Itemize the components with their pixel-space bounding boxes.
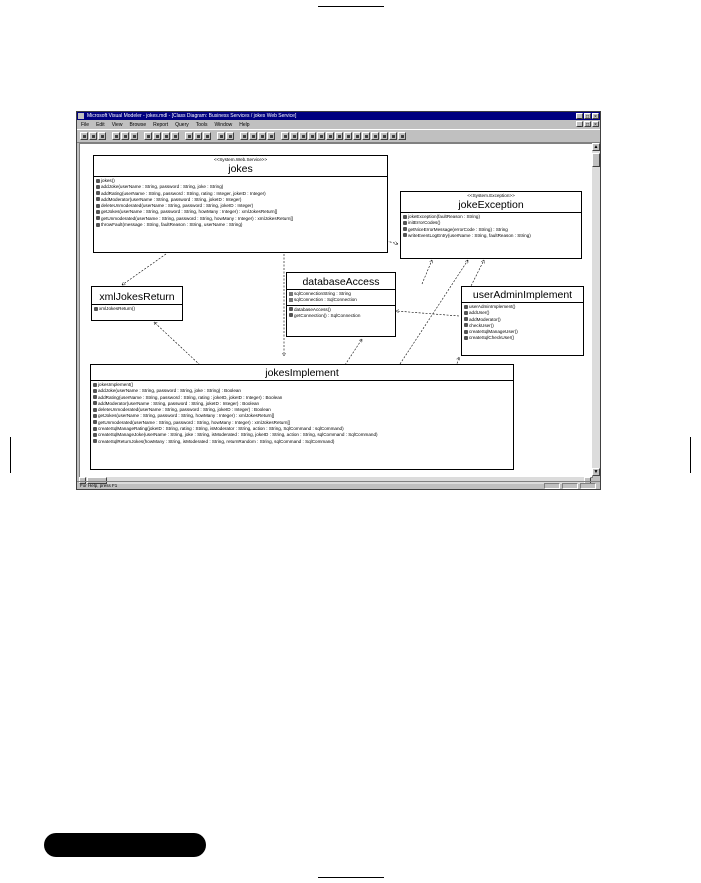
- operation-icon: [403, 221, 407, 225]
- operation-icon: [403, 233, 407, 237]
- operation[interactable]: jokesImplement(): [93, 382, 511, 388]
- class-jokesImplement[interactable]: [90, 364, 514, 470]
- operations-compartment: [91, 380, 513, 446]
- copy-icon[interactable]: [121, 132, 129, 140]
- operation-icon: [93, 383, 97, 387]
- attribute-icon: [289, 298, 293, 302]
- class-name: jokeException: [458, 199, 524, 211]
- operation-icon: [464, 305, 468, 309]
- close-button[interactable]: ×: [592, 113, 599, 119]
- operations-compartment: [462, 302, 583, 343]
- operation[interactable]: deleteUnmoderated(userName : String, password : String, jokeID : Integer) : Boolean: [93, 407, 511, 413]
- operation[interactable]: writeEventLogEntry(userName : String, faultReason : String): [403, 233, 579, 239]
- operation[interactable]: createSqlCheckUser(): [464, 335, 581, 341]
- association-icon[interactable]: [335, 132, 343, 140]
- doc-close-button[interactable]: ×: [592, 121, 599, 127]
- operation[interactable]: addModerator(): [464, 317, 581, 323]
- maximize-button[interactable]: □: [585, 114, 590, 120]
- menu-bar: [77, 120, 600, 129]
- dependency-icon[interactable]: [362, 132, 370, 140]
- left-margin-mark: [10, 437, 11, 473]
- menu-browse[interactable]: Browse: [129, 121, 147, 128]
- scroll-down-icon[interactable]: ▼: [593, 469, 599, 475]
- class-userAdminImplement[interactable]: [461, 286, 584, 356]
- operation[interactable]: jokes(): [96, 178, 385, 184]
- menu-help[interactable]: Help: [239, 121, 250, 128]
- operation[interactable]: xmlJokesReturn(): [94, 306, 180, 312]
- menu-file[interactable]: File: [81, 121, 90, 128]
- operation[interactable]: initErrorCodes(): [403, 220, 579, 226]
- save-icon[interactable]: [98, 132, 106, 140]
- operation[interactable]: addJoke(userName : String, password : String, joke : String): [96, 184, 385, 190]
- operations-compartment: [92, 304, 182, 313]
- visual-modeler-window: [76, 111, 601, 490]
- class-name: xmlJokesReturn: [99, 291, 175, 303]
- fit-window-icon[interactable]: [258, 132, 266, 140]
- class-name: jokesImplement: [265, 367, 339, 379]
- tile-icon[interactable]: [217, 132, 225, 140]
- operation-icon: [464, 330, 468, 334]
- title-bar: [77, 112, 600, 120]
- zoom-out-icon[interactable]: [249, 132, 257, 140]
- operation-icon: [93, 427, 97, 431]
- cascade-icon[interactable]: [226, 132, 234, 140]
- operation-icon: [93, 395, 97, 399]
- interface-icon[interactable]: [326, 132, 334, 140]
- browse-diagram-icon[interactable]: [171, 132, 179, 140]
- dep-jokesImplement-to-jokeException: [400, 260, 468, 364]
- operation-icon: [93, 439, 97, 443]
- class-jokes[interactable]: [93, 155, 388, 253]
- status-panel: [580, 483, 596, 489]
- status-text: For Help, press F1: [80, 483, 118, 488]
- attribute[interactable]: sqlConnectionString : String: [289, 291, 393, 297]
- attributes-compartment: [287, 289, 395, 305]
- note-icon[interactable]: [299, 132, 307, 140]
- zoom-in-icon[interactable]: [240, 132, 248, 140]
- operation[interactable]: userAdminImplement(): [464, 304, 581, 310]
- operation[interactable]: createSqlManageJoke(userName : String, joke : String, isModerated : String, jokeID : String, action : String, sqlCommand : SqlCommand): [93, 432, 511, 438]
- operation-icon: [93, 414, 97, 418]
- class-name: jokes: [228, 163, 253, 175]
- operation-icon: [93, 433, 97, 437]
- page-tab-pill: [44, 833, 206, 857]
- dep-databaseAccess-to-jokeException: [422, 260, 432, 284]
- status-panel: [562, 483, 578, 489]
- doc-restore-button[interactable]: □: [585, 122, 590, 128]
- component-icon[interactable]: [380, 132, 388, 140]
- operation-icon: [96, 204, 100, 208]
- operation[interactable]: addUser(): [464, 310, 581, 316]
- status-panel: [544, 483, 560, 489]
- operation[interactable]: createSqlManageUser(): [464, 329, 581, 335]
- operation-icon: [403, 227, 407, 231]
- operation[interactable]: getNiceErrorMessage(errorCode : String) : String: [403, 227, 579, 233]
- dep-jokesImplement-to-databaseAccess: [345, 339, 362, 365]
- top-page-rule: [318, 6, 384, 7]
- node-icon[interactable]: [389, 132, 397, 140]
- stereotype: <<System.Web.Service>>: [213, 157, 268, 162]
- scroll-up-icon[interactable]: ▲: [593, 144, 599, 150]
- menu-window[interactable]: Window: [214, 121, 233, 128]
- dep-jokes-to-xmlJokesReturn: [122, 254, 166, 285]
- operation[interactable]: databaseAccess(): [289, 307, 393, 313]
- operation[interactable]: deleteUnmoderated(userName : String, password : String, jokeID : Integer): [96, 203, 385, 209]
- attribute-icon: [289, 292, 293, 296]
- generalization-icon[interactable]: [353, 132, 361, 140]
- operation[interactable]: getJokes(userName : String, password : String, howMany : Integer) : xmlJokesReturn[]: [96, 209, 385, 215]
- operation-icon: [93, 420, 97, 424]
- operation[interactable]: createSqlReturnJokes(howMany : String, isModerated : String, returnRandom : String, sqlCommand : SqlCommand): [93, 439, 511, 445]
- menu-query[interactable]: Query: [175, 121, 189, 128]
- operation-icon: [464, 323, 468, 327]
- attribute[interactable]: sqlConnection : SqlConnection: [289, 297, 393, 303]
- realize-icon[interactable]: [398, 132, 406, 140]
- operation-icon: [289, 313, 293, 317]
- status-bar: [77, 481, 600, 489]
- window-title: Microsoft Visual Modeler - jokes.mdl - [Class Diagram: Business Services / jokes Web Service]: [87, 113, 297, 119]
- class-name: userAdminImplement: [472, 289, 573, 301]
- class-xmlJokesReturn[interactable]: [91, 286, 183, 321]
- operation-icon: [96, 179, 100, 183]
- print-icon[interactable]: [144, 132, 152, 140]
- stereotype: <<System.Exception>>: [467, 193, 515, 198]
- operation-icon: [96, 191, 100, 195]
- undo-fit-icon[interactable]: [267, 132, 275, 140]
- operation-icon: [96, 185, 100, 189]
- text-box-icon[interactable]: [290, 132, 298, 140]
- operation[interactable]: checkUser(): [464, 323, 581, 329]
- operation-icon: [96, 197, 100, 201]
- package-icon[interactable]: [371, 132, 379, 140]
- operation[interactable]: addJoke(userName : String, password : String, joke : String) : Boolean: [93, 388, 511, 394]
- class-jokeException[interactable]: [400, 191, 582, 259]
- operation-icon: [403, 215, 407, 219]
- operations-compartment: [94, 176, 387, 229]
- operation[interactable]: throwFault(message : String, faultReason : String, userName : String): [96, 222, 385, 228]
- menu-edit[interactable]: Edit: [96, 121, 105, 128]
- cut-diagram-icon[interactable]: [185, 132, 193, 140]
- right-margin-mark: [690, 437, 691, 473]
- operations-compartment: [287, 305, 395, 321]
- operation[interactable]: addModerator(userName : String, password : String, jokeID : Integer): [96, 197, 385, 203]
- help-pointer-icon[interactable]: [153, 132, 161, 140]
- operation[interactable]: addRating(userName : String, password : String, rating : jokeID, jokeID : Integer) : Boolean: [93, 395, 511, 401]
- minimize-button[interactable]: _: [576, 113, 583, 119]
- doc-minimize-button[interactable]: _: [576, 121, 583, 127]
- operation[interactable]: getJokes(userName : String, password : String, howMany : Integer) : xmlJokesReturn[]: [93, 413, 511, 419]
- operation[interactable]: addRating(userName : String, password : String, rating : Integer, jokeID : Integer): [96, 191, 385, 197]
- selection-arrow-icon[interactable]: [281, 132, 289, 140]
- operation[interactable]: jokeException(faultReason : String): [403, 214, 579, 220]
- menu-tools[interactable]: Tools: [195, 121, 208, 128]
- operation[interactable]: getUnmoderated(userName : String, password : String, howMany : Integer) : xmlJokesReturn[]: [96, 216, 385, 222]
- vertical-scrollbar[interactable]: [592, 143, 600, 476]
- app-icon: [78, 113, 84, 119]
- operation-icon: [464, 317, 468, 321]
- operation-icon: [464, 336, 468, 340]
- anchor-note-icon[interactable]: [308, 132, 316, 140]
- operation[interactable]: createSqlManageRating(jokeID : String, rating : String, isModerator : String, action : String, SqlCommand : sqlCommand): [93, 426, 511, 432]
- class-diagram-canvas[interactable]: [79, 143, 593, 478]
- operation-icon: [93, 408, 97, 412]
- open-folder-icon[interactable]: [89, 132, 97, 140]
- operation[interactable]: addModerator(userName : String, password : String, jokeID : Integer) : Boolean: [93, 401, 511, 407]
- dep-userAdminImplement-to-databaseAccess: [396, 311, 459, 316]
- class-databaseAccess[interactable]: [286, 272, 396, 337]
- bottom-page-rule: [318, 877, 384, 878]
- paste-icon[interactable]: [130, 132, 138, 140]
- operation[interactable]: getUnmoderated(userName : String, password : String, howMany : Integer) : xmlJokesReturn[]: [93, 420, 511, 426]
- vertical-scroll-thumb[interactable]: [592, 153, 600, 167]
- dep-jokesImplement-to-xmlJokesReturn: [154, 322, 200, 365]
- new-file-icon[interactable]: [80, 132, 88, 140]
- operation-icon: [289, 307, 293, 311]
- operations-compartment: [401, 212, 581, 240]
- menu-report[interactable]: Report: [153, 121, 169, 128]
- browse-class-icon[interactable]: [162, 132, 170, 140]
- operation-icon: [94, 307, 98, 311]
- operation-icon: [96, 223, 100, 227]
- toolbar: [77, 129, 600, 143]
- operation[interactable]: getConnection() : SqlConnection: [289, 313, 393, 319]
- operation-icon: [93, 389, 97, 393]
- menu-view[interactable]: View: [111, 121, 123, 128]
- operation-icon: [464, 311, 468, 315]
- operation-icon: [96, 216, 100, 220]
- class-icon[interactable]: [317, 132, 325, 140]
- operation-icon: [93, 401, 97, 405]
- class-name: databaseAccess: [302, 276, 380, 288]
- window-icon[interactable]: [203, 132, 211, 140]
- aggregation-icon[interactable]: [344, 132, 352, 140]
- cut-icon[interactable]: [112, 132, 120, 140]
- operation-icon: [96, 210, 100, 214]
- view-icon[interactable]: [194, 132, 202, 140]
